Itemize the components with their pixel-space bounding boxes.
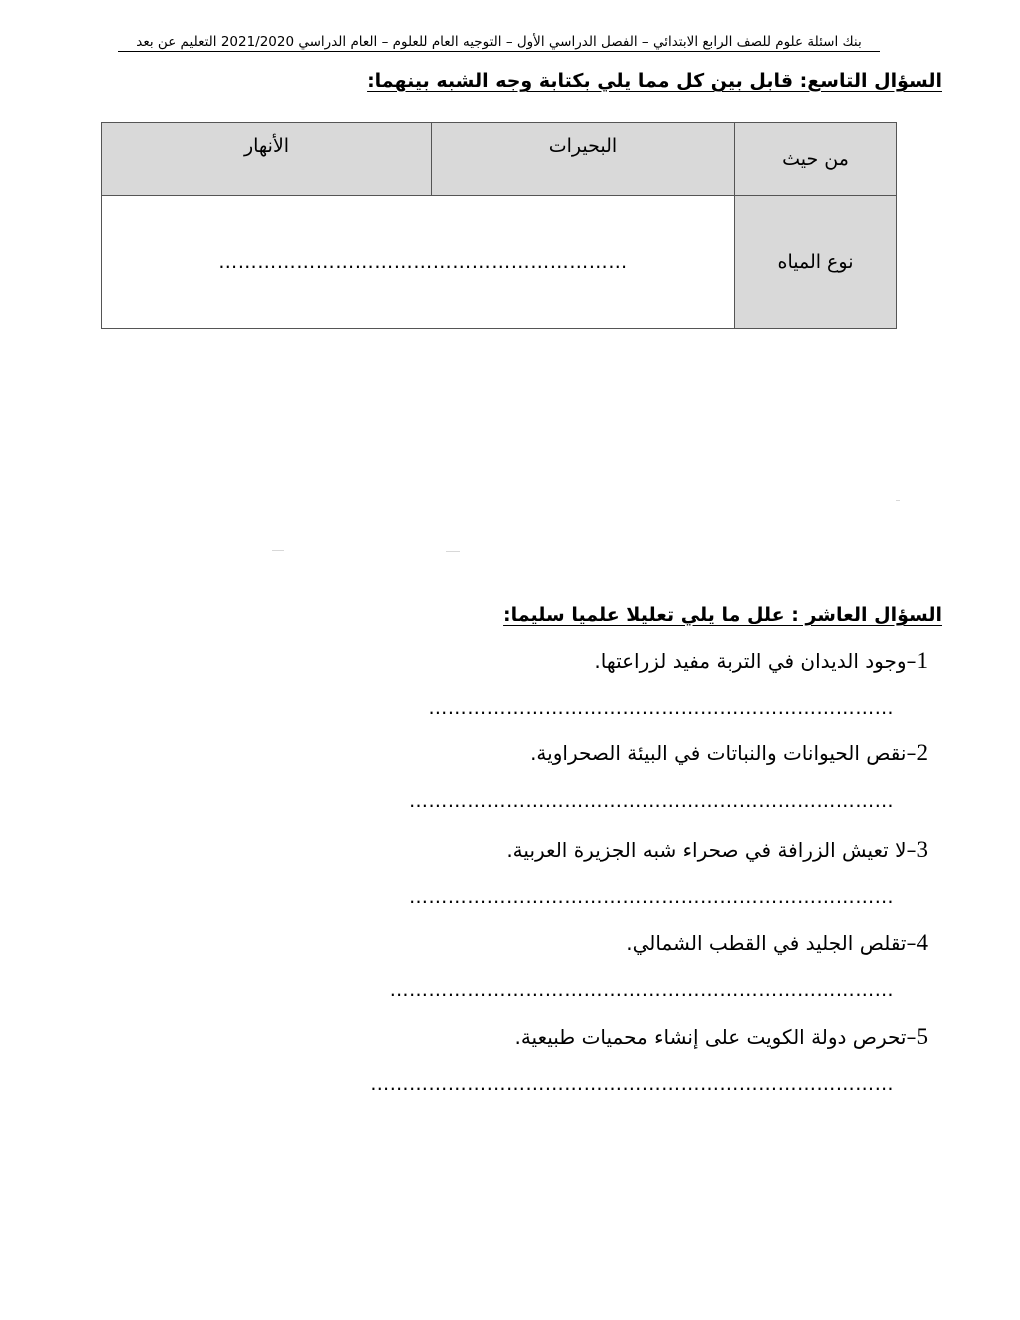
row-label-water-type: نوع المياه bbox=[735, 196, 897, 329]
answer-blank-5[interactable]: ……………………………………………………………………… bbox=[370, 1073, 894, 1095]
question-item-3 bbox=[506, 837, 928, 863]
item-number: 1 bbox=[916, 648, 928, 673]
answer-blank-4[interactable]: …………………………………………………………………… bbox=[389, 979, 894, 1001]
table-header-row bbox=[102, 123, 897, 196]
question-item-1 bbox=[594, 648, 928, 674]
scan-speck bbox=[896, 500, 900, 501]
header-cell-criterion: من حيث bbox=[735, 123, 897, 196]
question-item-4 bbox=[626, 930, 928, 956]
scan-speck bbox=[446, 551, 460, 552]
header-cell-lakes: البحيرات bbox=[432, 123, 735, 196]
item-text: –وجود الديدان في التربة مفيد لزراعتها. bbox=[594, 649, 917, 673]
question-10-heading: السؤال العاشر : علل ما يلي تعليلا علميا سليما: bbox=[503, 604, 942, 626]
answer-blank[interactable]: ……………………………………………………… bbox=[102, 196, 735, 329]
item-text: –تحرص دولة الكويت على إنشاء محميات طبيعية. bbox=[514, 1025, 917, 1049]
question-item-2 bbox=[530, 740, 928, 766]
answer-blank-1[interactable]: ……………………………………………………………… bbox=[428, 697, 894, 719]
scan-speck bbox=[272, 550, 284, 551]
table-row-water-type bbox=[102, 196, 897, 329]
item-number: 5 bbox=[916, 1024, 928, 1049]
item-number: 4 bbox=[916, 930, 928, 955]
answer-blank-3[interactable]: ………………………………………………………………… bbox=[409, 886, 894, 908]
question-9-heading: السؤال التاسع: قابل بين كل مما يلي بكتابة وجه الشبه بينهما: bbox=[367, 70, 942, 92]
item-number: 2 bbox=[916, 740, 928, 765]
item-text: –تقلص الجليد في القطب الشمالي. bbox=[626, 931, 917, 955]
question-item-5 bbox=[514, 1024, 928, 1050]
answer-blank-2[interactable]: ………………………………………………………………… bbox=[409, 790, 894, 812]
page-header: بنك اسئلة علوم للصف الرابع الابتدائي – الفصل الدراسي الأول – التوجيه العام للعلوم – العام الدراسي 2021/2020 التعليم عن بعد bbox=[118, 34, 880, 52]
comparison-table bbox=[101, 122, 897, 329]
item-text: –لا تعيش الزرافة في صحراء شبه الجزيرة العربية. bbox=[506, 838, 917, 862]
header-cell-rivers: الأنهار bbox=[102, 123, 432, 196]
item-text: –نقص الحيوانات والنباتات في البيئة الصحراوية. bbox=[530, 741, 917, 765]
item-number: 3 bbox=[916, 837, 928, 862]
